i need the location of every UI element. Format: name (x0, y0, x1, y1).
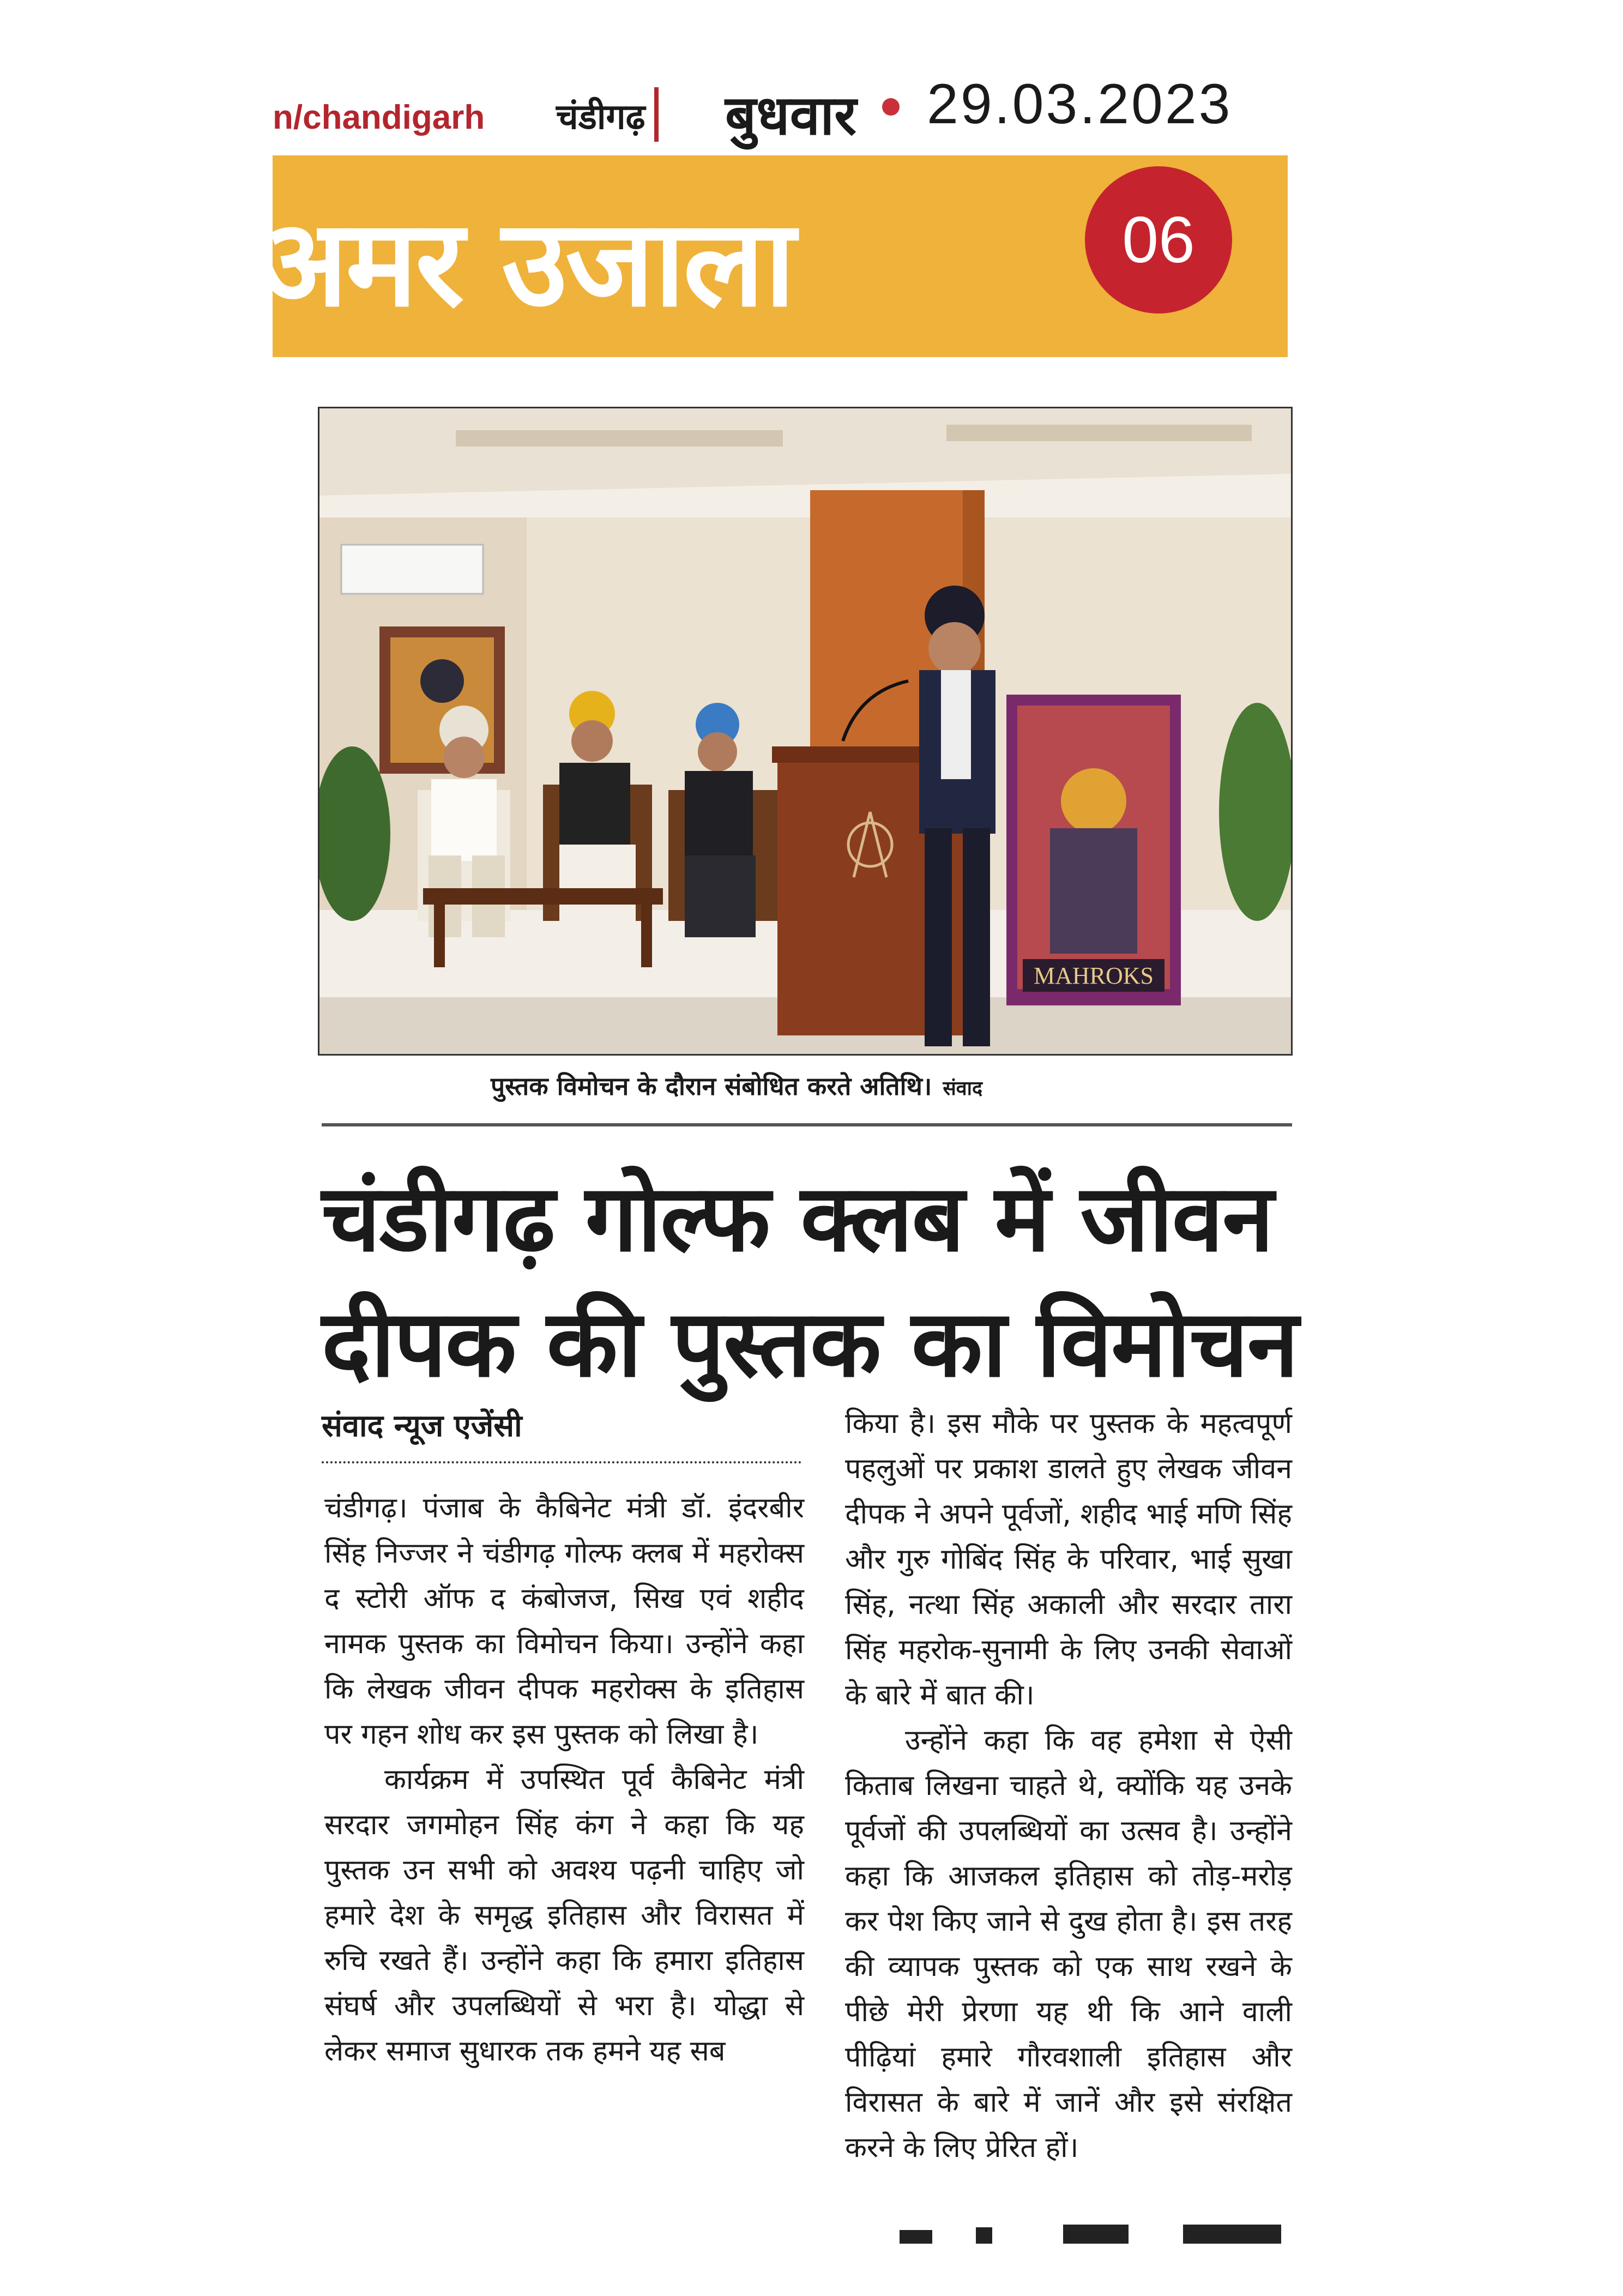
newspaper-name: अमर उजाला (256, 194, 794, 333)
article-paragraph: चंडीगढ़। पंजाब के कैबिनेट मंत्री डॉ. इंदरबीर सिंह निज्जर ने चंडीगढ़ गोल्फ क्लब में महरोक्स द स्टोरी ऑफ द कंबोजज, सिख एवं शहीद नामक पुस्तक का विमोचन किया। उन्होंने कहा कि लेखक जीवन दीपक महरोक्स के इतिहास पर गहन शोध कर इस पुस्तक को लिखा है। (324, 1492, 804, 1751)
cropped-next-headline (900, 2225, 1308, 2246)
article-paragraph: किया है। इस मौके पर पुस्तक के महत्वपूर्ण पहलुओं पर प्रकाश डालते हुए लेखक जीवन दीपक ने अपने पूर्वजों, शहीद भाई मणि सिंह और गुरु गोबिंद सिंह के परिवार, भाई सुखा सिंह, नत्था सिंह अकाली और सरदार तारा सिंह महरोक-सुनामी के लिए उनकी सेवाओं के बारे में बात की। (845, 1407, 1292, 1712)
caption-text: पुस्तक विमोचन के दौरान संबोधित करते अतिथि। (491, 1071, 932, 1101)
weekday: बुधवार (725, 83, 856, 147)
edition-url: n/chandigarh (273, 99, 485, 136)
caption-credit: संवाद (943, 1077, 983, 1100)
event-photo (318, 407, 1293, 1056)
caption-rule (322, 1123, 1292, 1126)
byline: संवाद न्यूज एजेंसी (322, 1408, 522, 1444)
page-number-badge: 06 (1085, 166, 1232, 314)
edition-city: चंडीगढ़ (556, 97, 645, 137)
masthead (256, 155, 1288, 357)
dateline-divider (654, 87, 659, 142)
dateline (273, 60, 1308, 147)
cropped-marks-graphic (900, 2225, 1308, 2246)
article-column-1 (324, 1486, 804, 2074)
photo-caption (491, 1069, 982, 1102)
book-cover-title: MAHROKS (1033, 962, 1154, 989)
event-photo-illustration (319, 408, 1291, 1054)
headline-line-1: चंडीगढ़ गोल्फ क्लब में जीवन (322, 1165, 1273, 1273)
headline (322, 1156, 1298, 1407)
article-paragraph: कार्यक्रम में उपस्थित पूर्व कैबिनेट मंत्री सरदार जगमोहन सिंह कंग ने कहा कि यह पुस्तक उन सभी को अवश्य पढ़नी चाहिए जो हमारे देश के समृद्ध इतिहास और विरासत में रुचि रखते हैं। उन्होंने कहा कि हमारा इतिहास संघर्ष और उपलब्धियों से भरा है। योद्धा से लेकर समाज सुधारक तक हमने यह सब (324, 1763, 804, 2068)
bullet-dot-icon (882, 98, 900, 116)
byline-rule (322, 1461, 801, 1466)
issue-date: 29.03.2023 (927, 73, 1233, 136)
article-column-2 (845, 1401, 1292, 2171)
headline-line-2: दीपक की पुस्तक का विमोचन (322, 1290, 1298, 1398)
article-paragraph: उन्होंने कहा कि वह हमेशा से ऐसी किताब लिखना चाहते थे, क्योंकि यह उनके पूर्वजों की उपलब्धियों का उत्सव है। उन्होंने कहा कि आजकल इतिहास को तोड़-मरोड़ कर पेश किए जाने से दुख होता है। इस तरह की व्यापक पुस्तक को एक साथ रखने के पीछे मेरी प्रेरणा यह थी कि आने वाली पीढ़ियां हमारे गौरवशाली इतिहास और विरासत के बारे में जानें और इसे संरक्षित करने के लिए प्रेरित हों। (845, 1724, 1292, 2164)
